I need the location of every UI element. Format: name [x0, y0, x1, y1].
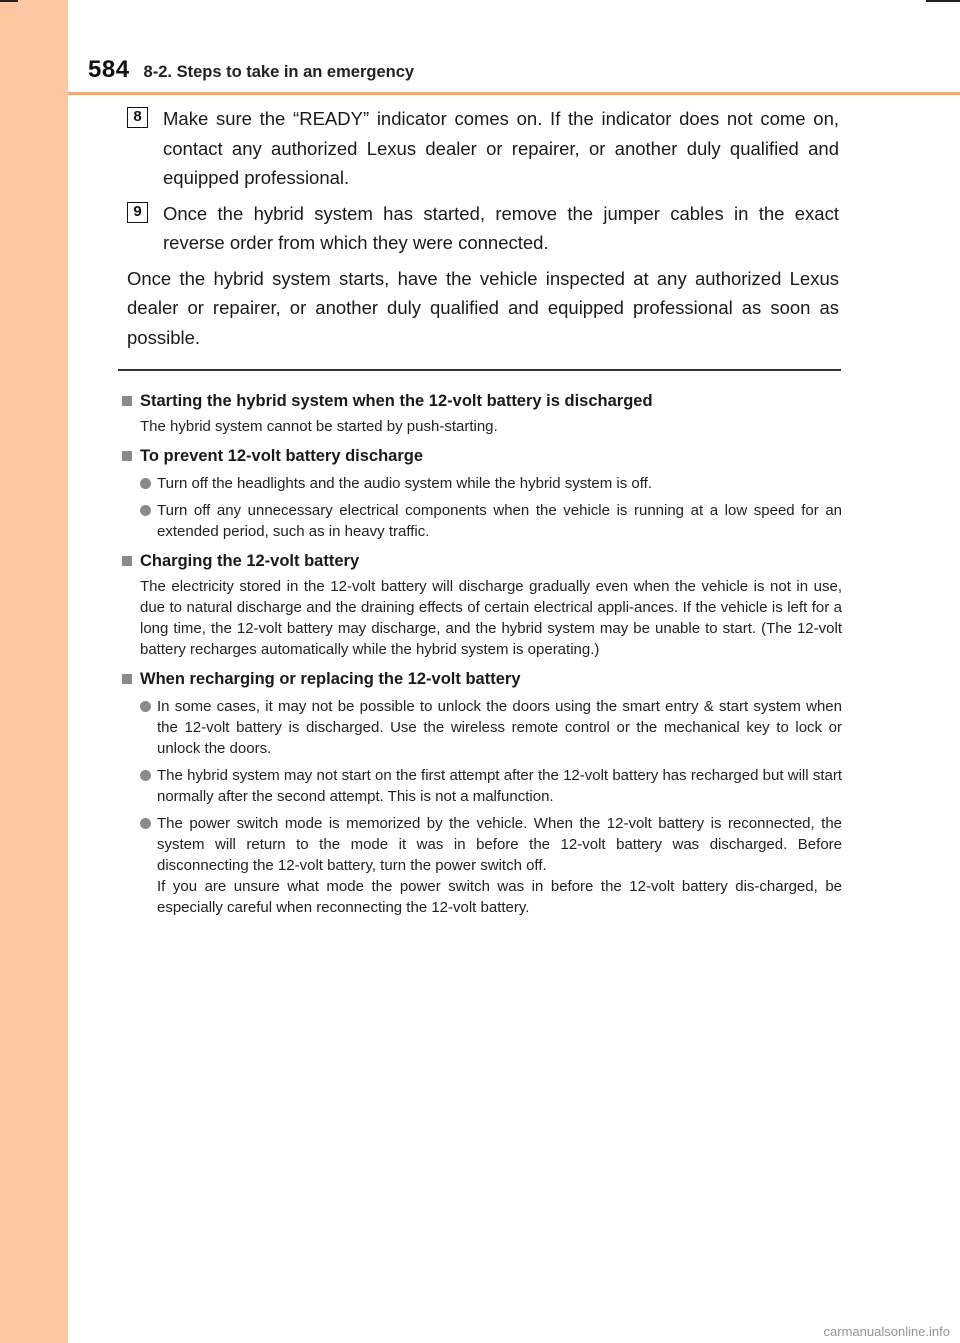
notes-section: [122, 382, 842, 918]
step-number-box: 8: [127, 107, 148, 128]
bullet-text: Turn off the headlights and the audio system while the hybrid system is off.: [157, 475, 652, 492]
steps-list: [127, 104, 839, 352]
crop-mark-right: [926, 0, 960, 2]
bullet-item: [122, 696, 842, 759]
circle-bullet-icon: [140, 701, 151, 712]
page-header: [88, 56, 414, 84]
bullet-item: [122, 813, 842, 918]
note-heading: [122, 390, 842, 412]
circle-bullet-icon: [140, 770, 151, 781]
note-heading-text: Charging the 12-volt battery: [140, 552, 360, 570]
step-item: [127, 104, 839, 193]
note-text: The electricity stored in the 12-volt battery will discharge gradually even when the vehicle is not in use, due to natural discharge and the draining effects of certain electrical appli-ances. If the vehicle is left for a long time, the 12-volt battery may discharge, and the hybrid system may be unable to start. (The 12-volt battery recharges automatically while the hybrid system is operating.): [140, 578, 842, 658]
page-number: 584: [88, 56, 130, 83]
square-bullet-icon: [122, 451, 132, 461]
circle-bullet-icon: [140, 505, 151, 516]
note-heading: [122, 668, 842, 690]
bullet-text: In some cases, it may not be possible to unlock the doors using the smart entry & start system when the 12-volt battery is discharged. Use the wireless remote control or the mechanical key to lock or unlock the doors.: [157, 698, 842, 757]
note-heading: [122, 445, 842, 467]
section-title: 8-2. Steps to take in an emergency: [143, 63, 415, 81]
header-rule: [68, 92, 960, 95]
watermark-text: carmanualsonline.info: [823, 1324, 950, 1339]
bullet-item: [122, 473, 842, 494]
note-heading: [122, 550, 842, 572]
bullet-text: The power switch mode is memorized by the vehicle. When the 12-volt battery is reconnected, the system will return to the mode it was in before the 12-volt battery was discharged. Before disconnecting the 12-volt battery, turn the power switch off.: [157, 815, 842, 874]
square-bullet-icon: [122, 396, 132, 406]
step-number-box: 9: [127, 202, 148, 223]
note-heading-text: When recharging or replacing the 12-volt battery: [140, 670, 521, 688]
bullet-continuation-text: If you are unsure what mode the power switch was in before the 12-volt battery dis-charged, be especially careful when reconnecting the 12-volt battery.: [157, 878, 842, 916]
section-divider: [118, 369, 841, 371]
square-bullet-icon: [122, 674, 132, 684]
bullet-text: Turn off any unnecessary electrical components when the vehicle is running at a low speed for an extended period, such as in heavy traffic.: [157, 502, 842, 540]
step-item: [127, 199, 839, 258]
bullet-item: [122, 765, 842, 807]
square-bullet-icon: [122, 556, 132, 566]
note-heading-text: To prevent 12-volt battery discharge: [140, 447, 424, 465]
step-text: Make sure the “READY” indicator comes on. If the indicator does not come on, contact any authorized Lexus dealer or repairer, or another duly qualified and equipped professional.: [163, 108, 839, 188]
bullet-item: [122, 500, 842, 542]
circle-bullet-icon: [140, 478, 151, 489]
note-text: The hybrid system cannot be started by push-starting.: [140, 418, 498, 435]
circle-bullet-icon: [140, 818, 151, 829]
side-color-band: [0, 0, 68, 1343]
step-text: Once the hybrid system has started, remove the jumper cables in the exact reverse order from which they were connected.: [163, 202, 839, 253]
bullet-text: The hybrid system may not start on the first attempt after the 12-volt battery has recharged but will start normally after the second attempt. This is not a malfunction.: [157, 767, 842, 805]
closing-paragraph: Once the hybrid system starts, have the vehicle inspected at any authorized Lexus dealer or repairer, or another duly qualified and equipped professional as soon as possible.: [127, 267, 839, 348]
crop-mark-left: [0, 0, 18, 2]
note-heading-text: Starting the hybrid system when the 12-volt battery is discharged: [140, 392, 653, 410]
